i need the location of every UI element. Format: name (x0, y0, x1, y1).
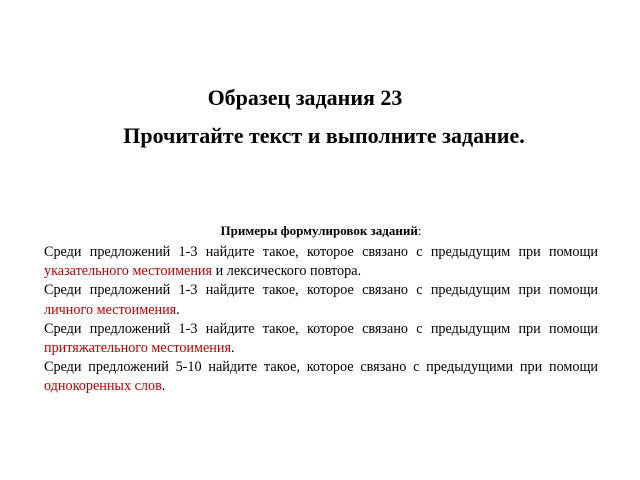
example-highlight: указательного местоимения (44, 263, 213, 280)
example-text-end: . (176, 301, 180, 318)
examples-block (44, 222, 598, 397)
example-highlight: личного местоимения (44, 301, 177, 318)
example-item (44, 243, 598, 281)
title-line-1: Образец задания 23 (207, 85, 403, 110)
example-item (44, 281, 598, 319)
example-text-end: и лексического повтора. (212, 263, 362, 280)
title-line-2: Прочитайте текст и выполните задание. (123, 123, 525, 148)
examples-heading (44, 222, 598, 240)
examples-heading-text: Примеры формулировок заданий (220, 223, 418, 238)
example-text: Среди предложений 1-3 найдите такое, которое связано с предыдущим при помощи (44, 244, 598, 260)
example-text: Среди предложений 5-10 найдите такое, которое связано с предыдущими при помощи (44, 359, 598, 376)
example-text: Среди предложений 1-3 найдите такое, которое связано с предыдущим при помощи (44, 282, 598, 299)
example-item (44, 358, 598, 396)
example-item (44, 320, 598, 358)
example-text-end: . (161, 378, 166, 395)
example-highlight: однокоренных слов (44, 378, 162, 395)
example-text: Среди предложений 1-3 найдите такое, которое связано с предыдущим при помощи (44, 320, 598, 337)
examples-heading-colon: : (417, 223, 422, 238)
example-text-end: . (231, 340, 235, 357)
example-highlight: притяжательного местоимения (44, 340, 232, 357)
slide-title (0, 82, 640, 152)
